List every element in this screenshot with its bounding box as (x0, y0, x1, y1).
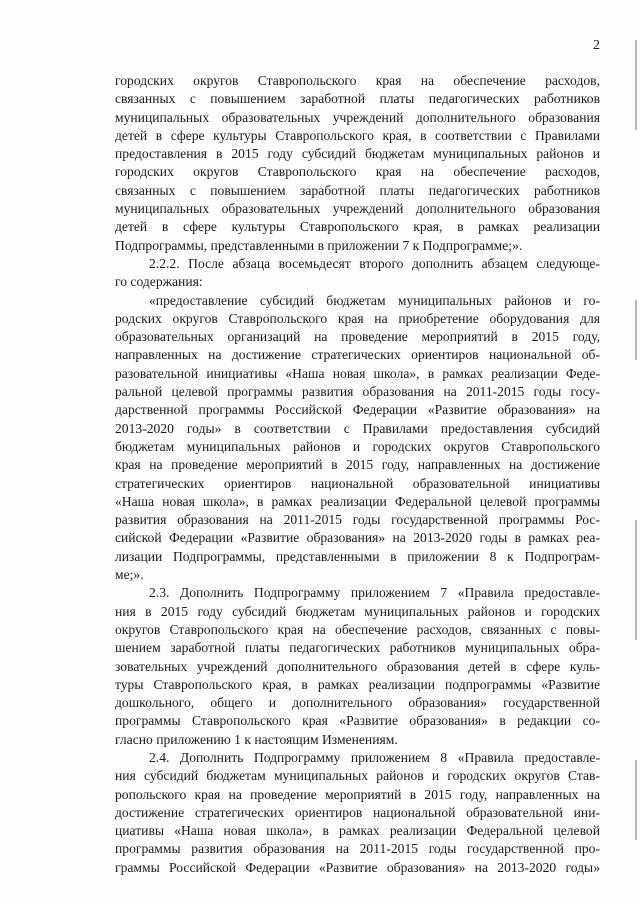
text-line: зовательных учреждений дополнительного образования детей в сфере куль- (115, 658, 600, 674)
text-line: ме;». (115, 567, 144, 583)
text-line: «предоставление субсидий бюджетам муниципальных районов и го- (149, 292, 600, 308)
text-line: циативы «Наша новая школа», в рамках реализации Федеральной целевой (115, 823, 600, 839)
text-line: родских округов Ставропольского края на приобретение оборудования для (115, 310, 600, 326)
text-line: достижение стратегических ориентиров национальной образовательной ини- (115, 804, 600, 820)
text-line: Подпрограммы, представленными в приложении 7 к Подпрограмме;». (115, 237, 523, 253)
text-line: бюджетам муниципальных районов и городских округов Ставропольского (115, 438, 600, 454)
text-line: муниципальных образовательных учреждений дополнительного образования (115, 109, 600, 125)
text-line: «Наша новая школа», в рамках реализации Федеральной целевой программы (115, 493, 600, 509)
text-line: ния субсидий бюджетам муниципальных районов и городских округов Став- (115, 768, 600, 784)
text-line: стратегических ориентиров национальной образовательной инициативы (115, 475, 600, 491)
text-line: шением заработной платы педагогических работников муниципальных обра- (115, 640, 600, 656)
text-line: го содержания: (115, 274, 203, 290)
text-line: разовательной инициативы «Наша новая школа», в рамках реализации Феде- (115, 365, 600, 381)
text-line: граммы Российской Федерации «Развитие образования» на 2013-2020 годы» (115, 859, 600, 875)
text-line: 2.2.2. После абзаца восемьдесят второго дополнить абзацем следующе- (149, 255, 600, 271)
text-line: образовательных организаций на проведение мероприятий в 2015 году, (115, 329, 600, 345)
text-line: 2013-2020 годы» в соответствии с Правилами предоставления субсидий (115, 420, 600, 436)
text-line: муниципальных образовательных учреждений дополнительного образования (115, 201, 600, 217)
text-line: 2.3. Дополнить Подпрограмму приложением 7 «Правила предоставле- (149, 585, 600, 601)
text-line: края на проведение мероприятий в 2015 году, направленных на достижение (115, 457, 600, 473)
text-line: программы Ставропольского края «Развитие образования» в редакции со- (115, 713, 600, 729)
text-line: городских округов Ставропольского края на обеспечение расходов, (115, 164, 600, 180)
text-line: дошкольного, общего и дополнительного образования» государственной (115, 695, 600, 711)
text-line: туры Ставропольского края, в рамках реализации подпрограммы «Развитие (115, 676, 600, 692)
text-line: округов Ставропольского края на обеспечение расходов, связанных с повы- (115, 621, 600, 637)
text-line: дарственной программы Российской Федерации «Развитие образования» на (115, 402, 600, 418)
text-line: гласно приложению 1 к настоящим Изменениям. (115, 731, 398, 747)
text-line: программы развития образования на 2011-2015 годы государственной про- (115, 841, 600, 857)
text-line: связанных с повышением заработной платы педагогических работников (115, 182, 600, 198)
text-line: 2.4. Дополнить Подпрограмму приложением 8 «Правила предоставле- (149, 749, 600, 765)
page-number: 2 (593, 38, 600, 53)
text-line: городских округов Ставропольского края на обеспечение расходов, (115, 73, 600, 88)
text-line: детей в сфере культуры Ставропольского края, в соответствии с Правилами (115, 127, 600, 143)
document-body (115, 72, 600, 877)
text-line: ральной целевой программы развития образования на 2011-2015 годы госу- (115, 384, 600, 400)
text-line: развития образования на 2011-2015 годы государственной программы Рос- (115, 512, 600, 528)
text-line: детей в сфере культуры Ставропольского края, в рамках реализации (115, 219, 600, 235)
text-line: направленных на достижение стратегических ориентиров национальной об- (115, 347, 600, 363)
text-line: сийской Федерации «Развитие образования» на 2013-2020 годы в рамках реа- (115, 530, 600, 546)
text-line: ропольского края на проведение мероприятий в 2015 году, направленных на (115, 786, 600, 802)
text-line: связанных с повышением заработной платы педагогических работников (115, 91, 600, 107)
scan-edge-marks (630, 0, 640, 905)
text-line: ния в 2015 году субсидий бюджетам муниципальных районов и городских (115, 603, 600, 619)
text-line: предоставления в 2015 году субсидий бюджетам муниципальных районов и (115, 146, 600, 162)
text-line: лизации Подпрограммы, представленными в приложении 8 к Подпрограм- (115, 548, 600, 564)
